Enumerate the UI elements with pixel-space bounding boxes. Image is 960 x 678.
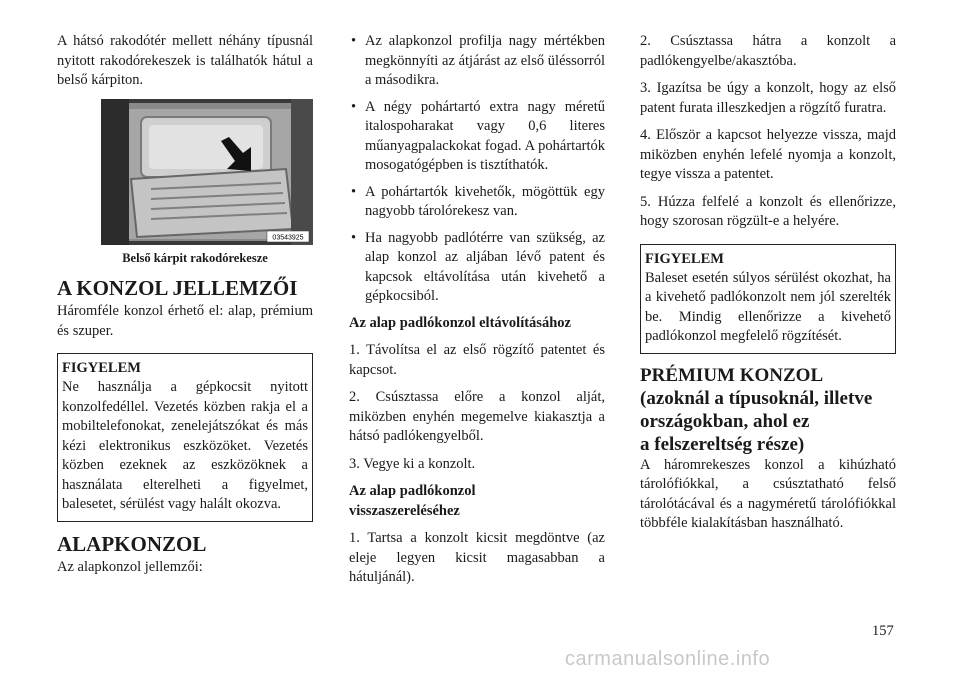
warning-text: Baleset esetén súlyos sérülést okozhat, ha a kivehető padlókonzolt nem jól szerelték be. Mindig ellenőrizze a kivehető padlókonzol megfelelő rögzítését.: [645, 269, 891, 344]
intro-paragraph: A hátsó rakodótér mellett néhány típusnál nyitott rakodórekeszek is találhatók hátul a belső kárpiton.: [57, 33, 313, 88]
column-middle: [349, 32, 605, 588]
warning-title: FIGYELEM: [62, 360, 141, 376]
section-heading-premium-line2: (azoknál a típusoknál, illetve: [640, 387, 873, 409]
reinstall-title-line1: Az alap padlókonzol: [349, 483, 476, 499]
list-item: • Az alapkonzol profilja nagy mértékben megkönnyíti az átjárást az első üléssorról a másodikra.: [349, 32, 605, 91]
section-heading-base-console: ALAPKONZOL: [57, 531, 207, 556]
reinstall-title-line2: visszaszereléséhez: [349, 502, 460, 519]
page-number: 157: [872, 623, 894, 639]
list-item: • A négy pohártartó extra nagy méretű italospoharakat vagy 0,6 literes műanyagpalackokat fogad. A pohártartók mosogatógépben is tisztíthatók.: [349, 98, 605, 176]
feature-list: [349, 32, 605, 307]
photo-code: 03543925: [272, 234, 304, 241]
section-heading-premium-line3: országokban, ahol ez: [640, 410, 810, 432]
reinstall-step: 5. Húzza felfelé a konzolt és ellenőrizze, hogy szorosan rögzült-e a helyére.: [640, 193, 896, 229]
premium-console-text: A háromrekeszes konzol a kihúzható tárolófiókkal, a csúsztatható felső tárolótácával és a nagyméretű tárolófiókkal többféle kialakításban használható.: [640, 456, 896, 531]
warning-text: Ne használja a gépkocsit nyitott konzolfedéllel. Vezetés közben rakja el a mobiltelefonokat, zenelejátszókat és más kézi elektronikus eszközöket. Vezetés közben ezeknek az eszközöknek a használata elterelheti a figyelmet, balesetet, sérülést vagy halált okozva.: [62, 379, 308, 512]
console-types-text: Háromféle konzol érhető el: alap, prémium és szuper.: [57, 303, 313, 339]
list-item: • Ha nagyobb padlótérre van szükség, az alap konzol az aljában lévő patent és kapcsok eltávolítása után kivehető a gépkocsiból.: [349, 229, 605, 307]
list-item: • A pohártartók kivehetők, mögöttük egy nagyobb tárolórekesz van.: [349, 183, 605, 222]
warning-box-console-lid: [57, 353, 313, 522]
removal-step: 1. Távolítsa el az első rögzítő patentet és kapcsot.: [349, 342, 605, 378]
warning-title: FIGYELEM: [645, 250, 724, 267]
removal-step: 3. Vegye ki a konzolt.: [349, 455, 476, 472]
removal-title: Az alap padlókonzol eltávolításához: [349, 314, 571, 331]
warning-box-floor-console: [640, 244, 896, 354]
section-heading-premium-line4: a felszereltség része): [640, 433, 805, 455]
reinstall-step: 3. Igazítsa be úgy a konzolt, hogy az első patent furata illeszkedjen a rögzítő furatra.: [640, 80, 896, 116]
column-left: [57, 32, 313, 577]
column-right: [640, 32, 896, 534]
section-heading-console-features: A KONZOL JELLEMZŐI: [57, 276, 298, 300]
trim-storage-photo: [101, 99, 313, 245]
reinstall-step: 2. Csúsztassa hátra a konzolt a padlókengyelbe/akasztóba.: [640, 33, 896, 69]
removal-step: 2. Csúsztassa előre a konzol alját, miközben enyhén megemelve kiakasztja a hátsó padlókengyelből.: [349, 389, 605, 444]
photo-caption: Belső kárpit rakodórekesze: [122, 250, 268, 265]
section-heading-premium-line1: PRÉMIUM KONZOL: [640, 364, 824, 386]
reinstall-step: 4. Először a kapcsot helyezze vissza, majd miközben enyhén lefelé nyomja a konzolt, tegye vissza a patentet.: [640, 127, 896, 182]
watermark: carmanualsonline.info: [565, 648, 771, 670]
base-console-intro: Az alapkonzol jellemzői:: [57, 558, 203, 575]
reinstall-step: 1. Tartsa a konzolt kicsit megdöntve (az eleje legyen kicsit magasabban a hátuljánál).: [349, 530, 605, 585]
